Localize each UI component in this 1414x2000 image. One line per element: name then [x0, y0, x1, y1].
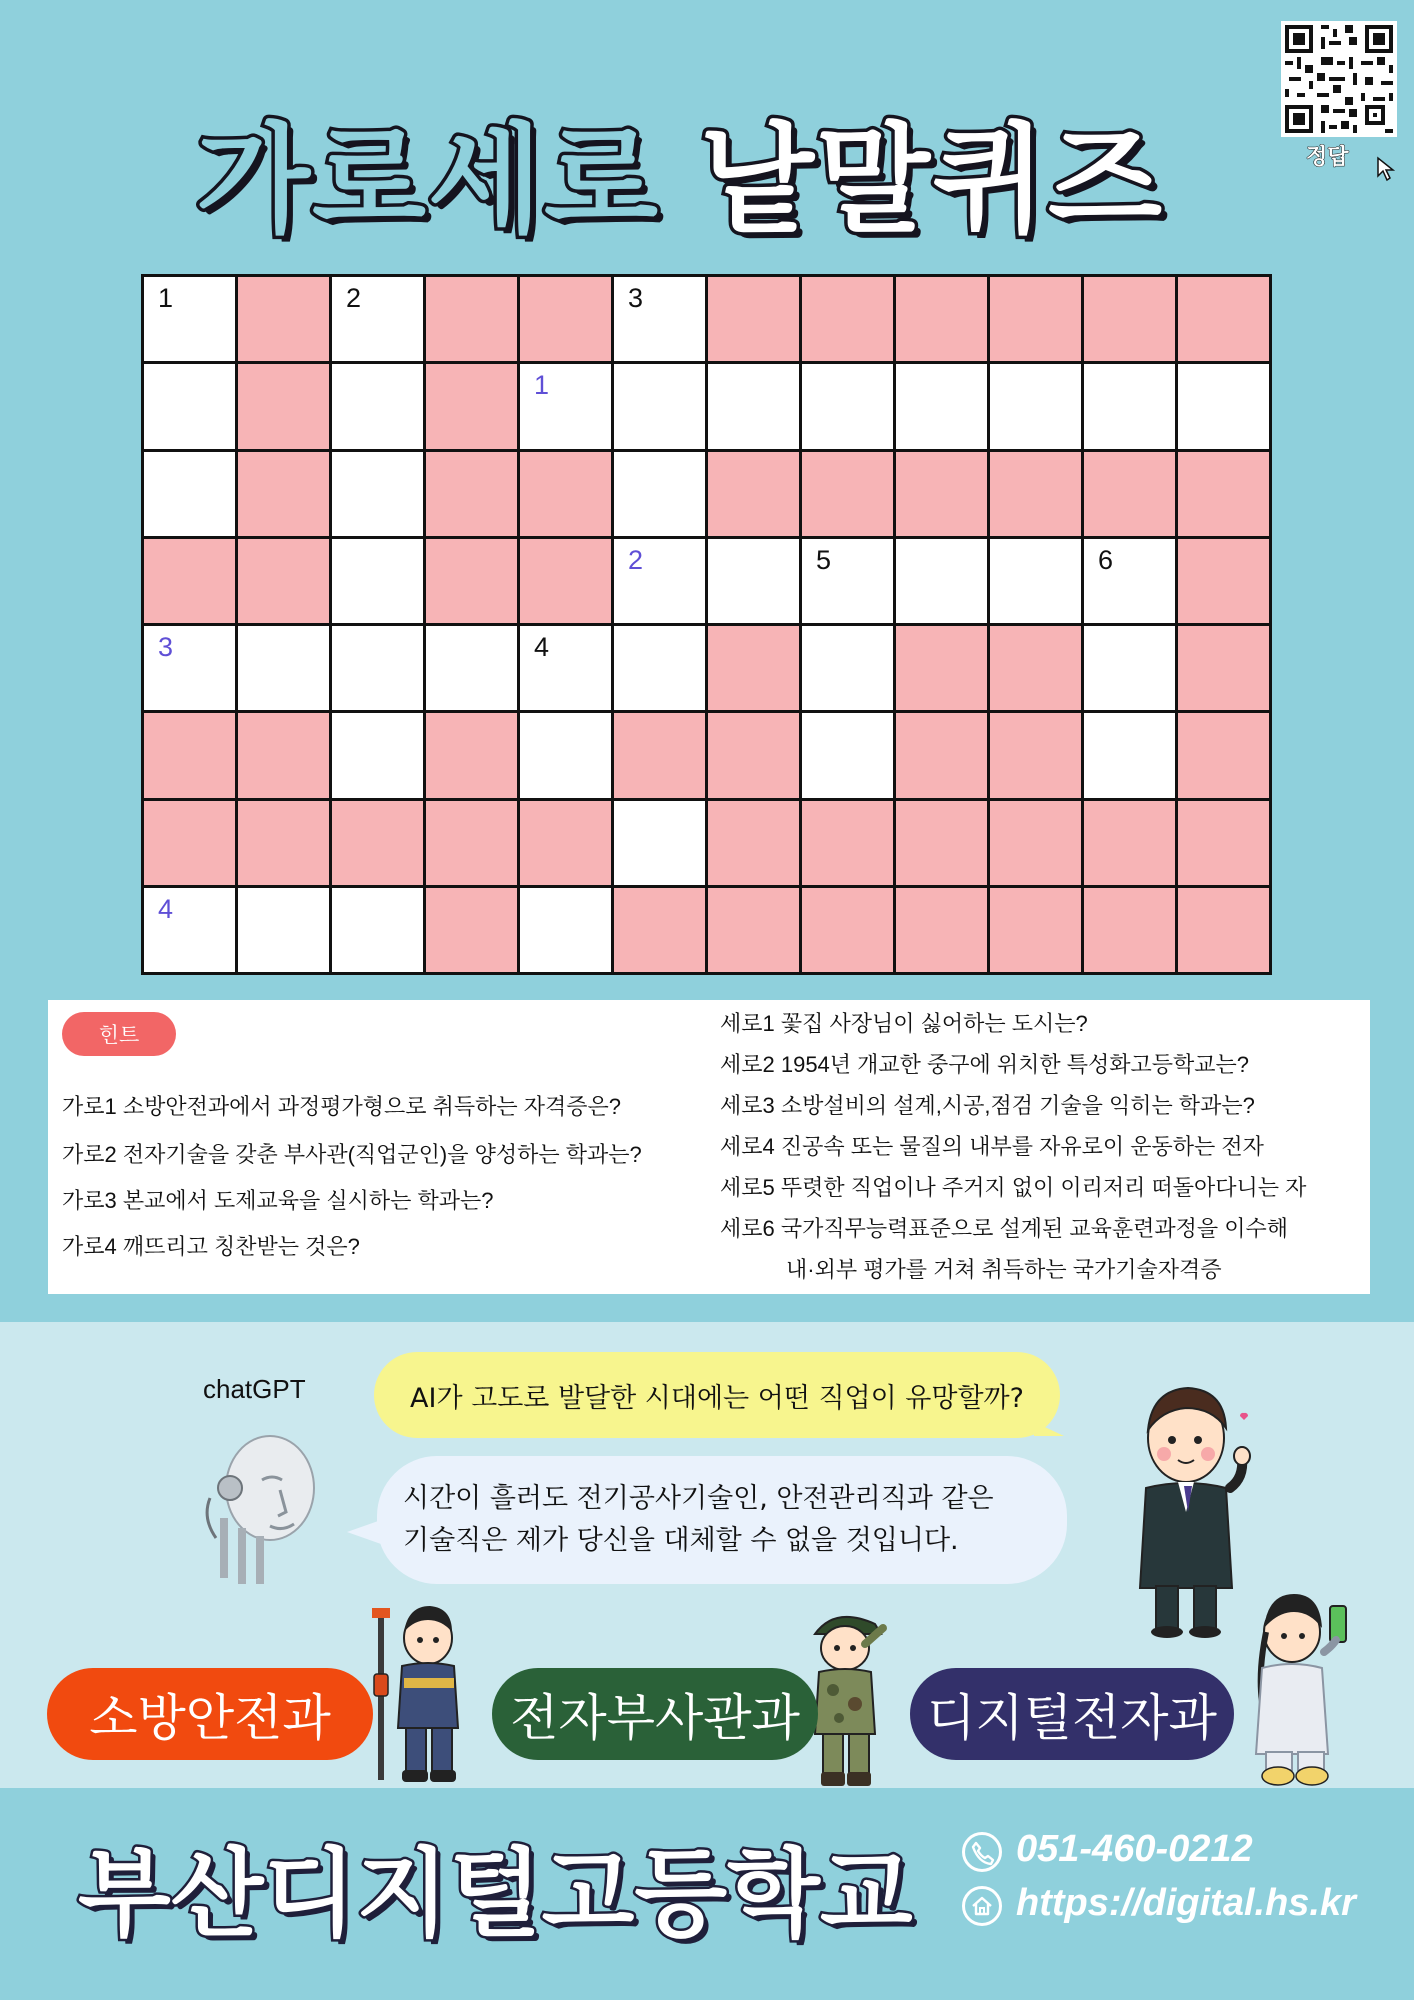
grid-cell-filled: [896, 801, 987, 885]
clue-number: 4: [158, 893, 174, 924]
grid-cell-filled: [1178, 277, 1269, 361]
qr-answer-label: 정답: [1306, 145, 1349, 170]
clue-number: 5: [816, 544, 832, 575]
grid-cell-blank[interactable]: [144, 452, 235, 536]
grid-cell-blank[interactable]: [990, 539, 1081, 623]
down-clue-1: 세로1 꽃집 사장님이 싫어하는 도시는?: [720, 1011, 1088, 1036]
grid-cell-blank[interactable]: [614, 452, 705, 536]
grid-cell-filled: [708, 888, 799, 972]
grid-cell-filled: [144, 713, 235, 797]
grid-cell-blank[interactable]: [1084, 364, 1175, 448]
grid-cell-filled: [332, 801, 423, 885]
down-clue-6-cont: 내·외부 평가를 거쳐 취득하는 국가기술자격증: [786, 1257, 1222, 1282]
grid-cell-blank[interactable]: [614, 539, 705, 623]
grid-cell-blank[interactable]: [802, 626, 893, 710]
clue-number: 3: [158, 632, 174, 662]
grid-cell-blank[interactable]: [426, 626, 517, 710]
grid-cell-filled: [1084, 452, 1175, 536]
grid-cell-filled: [1084, 277, 1175, 361]
grid-cell-filled: [426, 364, 517, 448]
grid-cell-blank[interactable]: [802, 713, 893, 797]
grid-cell-blank[interactable]: [802, 364, 893, 448]
grid-cell-filled: [238, 539, 329, 623]
grid-cell-filled: [708, 713, 799, 797]
grid-cell-filled: [238, 801, 329, 885]
clue-number: 2: [346, 283, 362, 313]
down-clue-5: 세로5 뚜렷한 직업이나 주거지 없이 이리저리 떠돌아다니는 자: [720, 1175, 1307, 1200]
grid-cell-blank[interactable]: [1084, 626, 1175, 710]
grid-cell-filled: [990, 713, 1081, 797]
clue-number: 1: [158, 283, 174, 313]
website-link[interactable]: https://digital.hs.kr: [1016, 1882, 1356, 1924]
grid-cell-filled: [614, 888, 705, 972]
grid-cell-blank[interactable]: [708, 364, 799, 448]
grid-cell-filled: [520, 277, 611, 361]
grid-cell-filled: [426, 888, 517, 972]
grid-cell-blank[interactable]: [144, 277, 235, 361]
grid-cell-blank[interactable]: [520, 364, 611, 448]
grid-cell-filled: [426, 713, 517, 797]
grid-cell-filled: [1178, 713, 1269, 797]
dept-fire-safety-button[interactable]: [47, 1668, 373, 1760]
down-clue-2: 세로2 1954년 개교한 중구에 위치한 특성화고등학교는?: [720, 1052, 1250, 1077]
grid-cell-filled: [1178, 452, 1269, 536]
phone-number[interactable]: 051-460-0212: [1016, 1828, 1253, 1870]
grid-cell-blank[interactable]: [614, 364, 705, 448]
grid-cell-filled: [802, 888, 893, 972]
grid-cell-filled: [426, 801, 517, 885]
answer-line-1: 시간이 흘러도 전기공사기술인, 안전관리직과 같은: [403, 1483, 994, 1514]
dept-electronic-nco-button[interactable]: [492, 1668, 818, 1760]
grid-cell-blank[interactable]: [332, 539, 423, 623]
grid-cell-blank[interactable]: [1084, 713, 1175, 797]
grid-cell-blank[interactable]: [614, 801, 705, 885]
grid-cell-filled: [238, 713, 329, 797]
grid-cell-blank[interactable]: [520, 713, 611, 797]
grid-cell-blank[interactable]: [1178, 364, 1269, 448]
down-clue-3: 세로3 소방설비의 설계,시공,점검 기술을 익히는 학과는?: [720, 1093, 1255, 1118]
down-clue-6: 세로6 국가직무능력표준으로 설계된 교육훈련과정을 이수해: [720, 1216, 1288, 1241]
grid-cell-blank[interactable]: [990, 364, 1081, 448]
grid-cell-filled: [520, 801, 611, 885]
grid-cell-blank[interactable]: [1084, 539, 1175, 623]
phone-icon: [962, 1832, 1002, 1872]
answer-qr-code[interactable]: [1281, 21, 1397, 137]
across-clue-4: 가로4 깨뜨리고 칭찬받는 것은?: [62, 1234, 360, 1259]
down-clue-4: 세로4 진공속 또는 물질의 내부를 자유로이 운동하는 전자: [720, 1134, 1264, 1159]
grid-cell-blank[interactable]: [802, 539, 893, 623]
grid-cell-filled: [238, 452, 329, 536]
dept-electronic-nco-label: 전자부사관과: [510, 1689, 800, 1747]
grid-cell-blank[interactable]: [144, 888, 235, 972]
grid-cell-filled: [990, 801, 1081, 885]
grid-cell-blank[interactable]: [896, 539, 987, 623]
grid-cell-blank[interactable]: [332, 713, 423, 797]
dept-fire-safety-label: 소방안전과: [89, 1689, 331, 1747]
grid-cell-filled: [426, 277, 517, 361]
school-name: 부산디지털고등학교: [78, 1838, 913, 1950]
grid-cell-blank[interactable]: [332, 364, 423, 448]
firefighter-character-icon: [370, 1604, 482, 1792]
grid-cell-blank[interactable]: [332, 626, 423, 710]
grid-cell-filled: [520, 539, 611, 623]
grid-cell-blank[interactable]: [520, 888, 611, 972]
grid-cell-blank[interactable]: [708, 539, 799, 623]
title-part2: 낱말퀴즈: [700, 111, 1164, 249]
grid-cell-blank[interactable]: [238, 626, 329, 710]
grid-cell-blank[interactable]: [332, 277, 423, 361]
grid-cell-filled: [1178, 539, 1269, 623]
answer-bubble: [377, 1456, 1067, 1584]
grid-cell-filled: [990, 452, 1081, 536]
grid-cell-filled: [896, 626, 987, 710]
grid-cell-filled: [802, 277, 893, 361]
grid-cell-filled: [1178, 801, 1269, 885]
robot-head-icon: [200, 1428, 324, 1592]
question-bubble: [374, 1352, 1060, 1438]
across-clue-3: 가로3 본교에서 도제교육을 실시하는 학과는?: [62, 1188, 494, 1213]
title-part1: 가로세로: [196, 111, 660, 249]
grid-cell-filled: [708, 801, 799, 885]
officer-character-icon: [1126, 1378, 1256, 1642]
grid-cell-blank[interactable]: [332, 452, 423, 536]
crossword-grid: [141, 274, 1272, 975]
clue-number: 4: [534, 632, 550, 662]
clue-number: 2: [628, 544, 644, 575]
grid-cell-filled: [1178, 626, 1269, 710]
grid-cell-filled: [802, 801, 893, 885]
across-clue-1: 가로1 소방안전과에서 과정평가형으로 취득하는 자격증은?: [62, 1094, 621, 1119]
grid-cell-filled: [896, 713, 987, 797]
grid-cell-blank[interactable]: [614, 626, 705, 710]
grid-cell-blank[interactable]: [144, 364, 235, 448]
grid-cell-filled: [802, 452, 893, 536]
grid-cell-filled: [990, 277, 1081, 361]
grid-cell-filled: [614, 713, 705, 797]
lab-suit-character-icon: [1246, 1592, 1356, 1794]
grid-cell-blank[interactable]: [896, 364, 987, 448]
grid-cell-filled: [238, 364, 329, 448]
grid-cell-filled: [896, 888, 987, 972]
home-icon: [962, 1886, 1002, 1926]
question-text: AI가 고도로 발달한 시대에는 어떤 직업이 유망할까?: [410, 1382, 1024, 1414]
grid-cell-filled: [708, 626, 799, 710]
grid-cell-filled: [708, 452, 799, 536]
grid-cell-filled: [238, 277, 329, 361]
across-clue-2: 가로2 전자기술을 갖춘 부사관(직업군인)을 양성하는 학과는?: [62, 1142, 642, 1167]
grid-cell-blank[interactable]: [614, 277, 705, 361]
qr-code-icon: [1281, 21, 1397, 137]
grid-cell-blank[interactable]: [520, 626, 611, 710]
grid-cell-filled: [1084, 888, 1175, 972]
chatgpt-label: chatGPT: [203, 1374, 306, 1404]
page-title: [100, 95, 1260, 249]
clue-number: 3: [628, 283, 644, 313]
grid-cell-filled: [1178, 888, 1269, 972]
grid-cell-filled: [144, 801, 235, 885]
grid-cell-blank[interactable]: [144, 626, 235, 710]
grid-cell-filled: [144, 539, 235, 623]
grid-cell-filled: [990, 888, 1081, 972]
grid-cell-filled: [426, 452, 517, 536]
grid-cell-filled: [990, 626, 1081, 710]
dept-digital-electronics-button[interactable]: [910, 1668, 1234, 1760]
grid-cell-filled: [426, 539, 517, 623]
grid-cell-blank[interactable]: [332, 888, 423, 972]
grid-cell-filled: [896, 452, 987, 536]
answer-line-2: 기술직은 제가 당신을 대체할 수 없을 것입니다.: [403, 1525, 959, 1556]
grid-cell-blank[interactable]: [238, 888, 329, 972]
grid-cell-filled: [520, 452, 611, 536]
clue-number: 1: [534, 370, 550, 401]
grid-cell-filled: [1084, 801, 1175, 885]
clue-number: 6: [1098, 544, 1114, 575]
dept-digital-electronics-label: 디지털전자과: [927, 1689, 1217, 1747]
grid-cell-filled: [896, 277, 987, 361]
cursor-icon: [1376, 156, 1398, 188]
grid-cell-filled: [708, 277, 799, 361]
hint-badge: 힌트: [62, 1012, 176, 1056]
